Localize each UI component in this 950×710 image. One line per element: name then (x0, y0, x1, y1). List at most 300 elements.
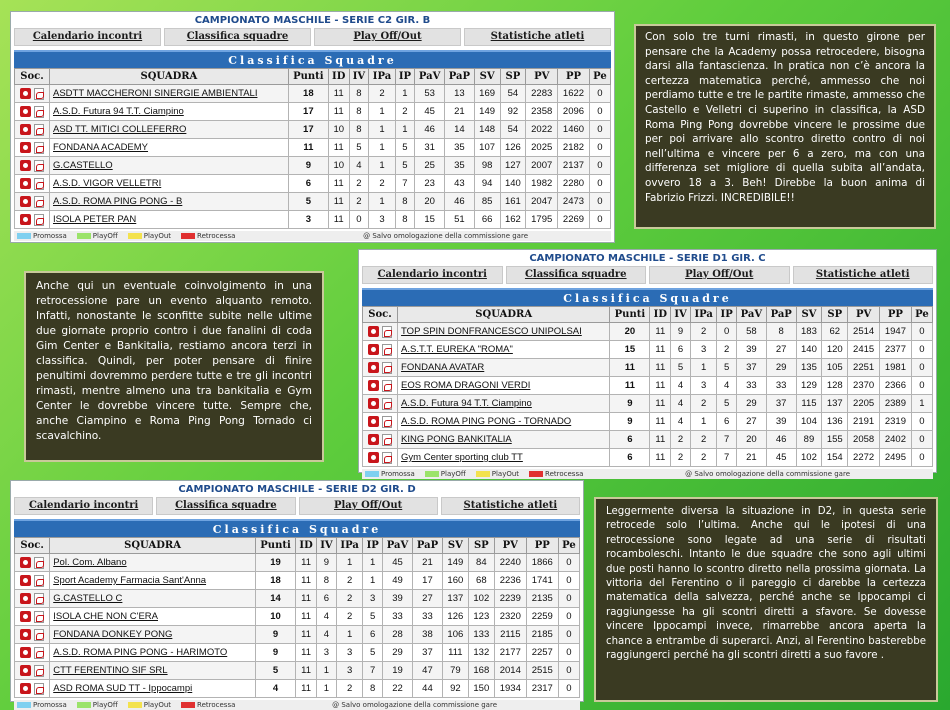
team-link[interactable]: FONDANA DONKEY PONG (50, 626, 256, 644)
team-link[interactable]: A.S.D. ROMA PING PONG - TORNADO (398, 413, 610, 431)
stat-cell: 140 (796, 341, 822, 359)
pdf-icon[interactable] (34, 683, 44, 695)
tab-calendario[interactable]: Calendario incontri (14, 28, 161, 46)
stat-cell: 10 (328, 121, 349, 139)
table-row (363, 341, 933, 359)
pdf-icon[interactable] (34, 611, 44, 623)
stat-cell: 105 (822, 359, 848, 377)
points-cell: 11 (288, 139, 328, 157)
stat-cell: 11 (296, 644, 317, 662)
stat-cell: 4 (349, 157, 369, 175)
legend-swatch (181, 233, 195, 239)
legend-label: Retrocessa (545, 470, 584, 478)
column-header: IP (395, 69, 414, 85)
legend-label: Retrocessa (197, 701, 236, 709)
stat-cell: 5 (717, 395, 736, 413)
stat-cell: 1 (317, 662, 337, 680)
pdf-icon[interactable] (34, 575, 44, 587)
stat-cell: 4 (317, 608, 337, 626)
table-row (363, 377, 933, 395)
stat-cell: 1 (369, 193, 395, 211)
stat-cell: 135 (796, 359, 822, 377)
team-link[interactable]: ASD TT. MITICI COLLEFERRO (50, 121, 289, 139)
stat-cell: 29 (736, 395, 766, 413)
stat-cell: 136 (822, 413, 848, 431)
club-logo-icon[interactable] (20, 647, 31, 658)
column-header: Soc. (15, 538, 50, 554)
team-link[interactable]: ISOLA CHE NON C'ERA (50, 608, 256, 626)
tab-playoff[interactable]: Play Off/Out (314, 28, 461, 46)
club-logo-icon[interactable] (368, 416, 379, 427)
pdf-icon[interactable] (34, 142, 44, 154)
panel-title: CAMPIONATO MASCHILE - SERIE C2 GIR. B (194, 15, 431, 26)
team-link[interactable]: ISOLA PETER PAN (50, 211, 289, 229)
stat-cell: 3 (317, 644, 337, 662)
stat-cell: 6 (363, 626, 383, 644)
stat-cell: 2259 (526, 608, 558, 626)
table-row (363, 323, 933, 341)
team-link[interactable]: A.S.D. VIGOR VELLETRI (50, 175, 289, 193)
stat-cell: 27 (766, 341, 796, 359)
column-header: SQUADRA (398, 307, 610, 323)
club-logo-icon[interactable] (20, 142, 31, 153)
pdf-icon[interactable] (34, 88, 44, 100)
stat-cell: 2 (690, 449, 716, 467)
tab-calendario[interactable]: Calendario incontri (362, 266, 503, 284)
team-link[interactable]: Pol. Com. Albano (50, 554, 256, 572)
stat-cell: 4 (671, 377, 691, 395)
stat-cell: 2025 (526, 139, 558, 157)
stat-cell: 1 (363, 572, 383, 590)
stat-cell: 2 (717, 341, 736, 359)
stat-cell: 7 (363, 662, 383, 680)
stat-cell: 1947 (880, 323, 912, 341)
club-logo-icon[interactable] (20, 178, 31, 189)
tab-classifica[interactable]: Classifica squadre (164, 28, 311, 46)
stat-cell: 2 (336, 590, 363, 608)
stat-cell: 2 (369, 175, 395, 193)
stat-cell: 2257 (526, 644, 558, 662)
table-row (15, 590, 580, 608)
table-band-title: Classifica Squadre (362, 288, 933, 306)
pdf-icon[interactable] (34, 196, 44, 208)
stat-cell: 126 (500, 139, 526, 157)
column-header: SP (468, 538, 494, 554)
stat-cell: 21 (445, 103, 475, 121)
stat-cell: 2 (395, 103, 414, 121)
stat-cell: 11 (650, 413, 671, 431)
stat-cell: 1 (317, 680, 337, 698)
stat-cell: 4 (317, 626, 337, 644)
legend-note: @ Salvo omologazione della commissione gare (332, 701, 497, 709)
stat-cell: 168 (468, 662, 494, 680)
soc-icons (15, 157, 50, 175)
legend-swatch (77, 233, 91, 239)
soc-icons (15, 572, 50, 590)
stat-cell: 1795 (526, 211, 558, 229)
stat-cell: 7 (395, 175, 414, 193)
stat-cell: 22 (382, 680, 412, 698)
stat-cell: 1 (369, 157, 395, 175)
legend-item (17, 701, 67, 709)
pdf-icon[interactable] (34, 665, 44, 677)
stat-cell: 2 (336, 680, 363, 698)
column-header: PP (880, 307, 912, 323)
soc-icons (363, 341, 398, 359)
stat-cell: 11 (650, 431, 671, 449)
team-link[interactable]: FONDANA AVATAR (398, 359, 610, 377)
pdf-icon[interactable] (382, 434, 392, 446)
stat-cell: 11 (328, 193, 349, 211)
legend-label: Retrocessa (197, 232, 236, 240)
pdf-icon[interactable] (34, 557, 44, 569)
stat-cell: 46 (766, 431, 796, 449)
points-cell: 4 (255, 680, 295, 698)
tab-statistiche[interactable]: Statistiche atleti (464, 28, 611, 46)
team-link[interactable]: Gym Center sporting club TT (398, 449, 610, 467)
stat-cell: 1622 (558, 85, 590, 103)
stat-cell: 2473 (558, 193, 590, 211)
pdf-icon[interactable] (382, 326, 392, 338)
column-header: PaP (445, 69, 475, 85)
stat-cell: 2236 (494, 572, 526, 590)
stat-cell: 6 (317, 590, 337, 608)
stat-cell: 6 (717, 413, 736, 431)
stat-cell: 2007 (526, 157, 558, 175)
stat-cell: 33 (413, 608, 443, 626)
team-link[interactable]: A.S.D. Futura 94 T.T. Ciampino (50, 103, 289, 121)
legend-label: PlayOut (143, 232, 172, 240)
stat-cell: 2280 (558, 175, 590, 193)
stat-cell: 8 (349, 103, 369, 121)
pdf-icon[interactable] (34, 178, 44, 190)
club-logo-icon[interactable] (20, 593, 31, 604)
points-cell: 5 (255, 662, 295, 680)
stat-cell: 0 (558, 590, 579, 608)
stat-cell: 169 (474, 85, 500, 103)
stat-cell: 39 (766, 413, 796, 431)
points-cell: 11 (610, 377, 650, 395)
stat-cell: 1 (336, 626, 363, 644)
legend-item (17, 232, 67, 240)
stat-cell: 25 (415, 157, 445, 175)
table-row (363, 431, 933, 449)
stat-cell: 0 (558, 662, 579, 680)
stat-cell: 54 (500, 85, 526, 103)
stat-cell: 37 (413, 644, 443, 662)
stat-cell: 162 (500, 211, 526, 229)
column-header: SP (822, 307, 848, 323)
club-logo-icon[interactable] (20, 160, 31, 171)
stat-cell: 3 (690, 341, 716, 359)
club-logo-icon[interactable] (368, 344, 379, 355)
legend-item (77, 701, 118, 709)
pdf-icon[interactable] (382, 416, 392, 428)
stat-cell: 7 (717, 431, 736, 449)
stat-cell: 11 (328, 175, 349, 193)
points-cell: 9 (255, 626, 295, 644)
team-link[interactable]: CTT FERENTINO SIF SRL (50, 662, 256, 680)
legend-swatch (529, 471, 543, 477)
stat-cell: 123 (468, 608, 494, 626)
club-logo-icon[interactable] (368, 380, 379, 391)
team-link[interactable]: G.CASTELLO C (50, 590, 256, 608)
stat-cell: 94 (474, 175, 500, 193)
stat-cell: 126 (442, 608, 468, 626)
stat-cell: 11 (296, 590, 317, 608)
points-cell: 18 (255, 572, 295, 590)
tab-playoff[interactable]: Play Off/Out (649, 266, 790, 284)
legend-item (529, 470, 583, 478)
stat-cell: 0 (589, 121, 610, 139)
pdf-icon[interactable] (382, 362, 392, 374)
team-link[interactable]: KING PONG BANKITALIA (398, 431, 610, 449)
column-header: SV (474, 69, 500, 85)
legend (14, 700, 580, 710)
team-link[interactable]: ASD ROMA SUD TT - Ippocampi (50, 680, 256, 698)
legend (14, 231, 611, 241)
table-row (15, 644, 580, 662)
column-header: Soc. (15, 69, 50, 85)
soc-icons (363, 449, 398, 467)
stat-cell: 2047 (526, 193, 558, 211)
stat-cell: 21 (413, 554, 443, 572)
club-logo-icon[interactable] (20, 629, 31, 640)
stat-cell: 11 (328, 211, 349, 229)
soc-icons (15, 680, 50, 698)
pdf-icon[interactable] (382, 344, 392, 356)
team-link[interactable]: A.S.T.T. EUREKA "ROMA" (398, 341, 610, 359)
team-link[interactable]: A.S.D. ROMA PING PONG - B (50, 193, 289, 211)
legend-swatch (17, 233, 31, 239)
stat-cell: 2185 (526, 626, 558, 644)
column-header: Punti (610, 307, 650, 323)
club-logo-icon[interactable] (20, 106, 31, 117)
column-header: SQUADRA (50, 538, 256, 554)
stat-cell: 58 (736, 323, 766, 341)
club-logo-icon[interactable] (368, 452, 379, 463)
points-cell: 9 (610, 413, 650, 431)
legend-swatch (128, 233, 142, 239)
stat-cell: 1 (369, 139, 395, 157)
club-logo-icon[interactable] (20, 683, 31, 694)
tab-statistiche[interactable]: Statistiche atleti (793, 266, 934, 284)
stat-cell: 92 (500, 103, 526, 121)
pdf-icon[interactable] (34, 629, 44, 641)
standings-panel-c2 (10, 11, 615, 243)
club-logo-icon[interactable] (20, 665, 31, 676)
stat-cell: 104 (796, 413, 822, 431)
tab-playoff[interactable]: Play Off/Out (299, 497, 438, 515)
panel-nav (11, 497, 583, 515)
panel-title: CAMPIONATO MASCHILE - SERIE D1 GIR. C (529, 253, 766, 264)
legend-swatch (476, 471, 490, 477)
stat-cell: 33 (736, 377, 766, 395)
stat-cell: 11 (296, 608, 317, 626)
stat-cell: 15 (415, 211, 445, 229)
club-logo-icon[interactable] (368, 434, 379, 445)
stat-cell: 11 (650, 395, 671, 413)
pdf-icon[interactable] (382, 452, 392, 464)
stat-cell: 0 (558, 554, 579, 572)
column-header: IPa (690, 307, 716, 323)
commentary-box-c2: Con solo tre turni rimasti, in questo girone per pensare che la Academy possa retrocedere, bisogna darsi alla fantascienza. In pratica non c’è ancora la certezza matematica perché, ammesso che noi perdiamo tutte e tre le partite rimaste, ammesso che Castello e Velletri ci superino in classifica, la ASD Roma Ping Pong dovrebbe vincere le prossime due per poi arrivare allo scontro diretto contro di noi nell’ultima e vincere per 6 a zero, ma con una differenza set migliore di quella subita all’andata, ovvero 18 a 3. Beh! Direbbe la buon anima di Fabrizio Frizzi. INCREDIBILE!! (634, 24, 936, 229)
stat-cell: 45 (415, 103, 445, 121)
club-logo-icon[interactable] (20, 557, 31, 568)
column-header: SV (442, 538, 468, 554)
table-row (363, 413, 933, 431)
stat-cell: 92 (442, 680, 468, 698)
pdf-icon[interactable] (34, 593, 44, 605)
legend-label: Promossa (33, 701, 67, 709)
column-header: SP (500, 69, 526, 85)
stat-cell: 28 (382, 626, 412, 644)
stat-cell: 0 (911, 341, 932, 359)
stat-cell: 33 (382, 608, 412, 626)
stat-cell: 29 (766, 359, 796, 377)
stat-cell: 11 (650, 359, 671, 377)
column-header: IV (317, 538, 337, 554)
team-link[interactable]: ASDTT MACCHERONI SINERGIE AMBIENTALI (50, 85, 289, 103)
tab-classifica[interactable]: Classifica squadre (506, 266, 647, 284)
panel-nav (11, 28, 614, 46)
stat-cell: 33 (766, 377, 796, 395)
column-header: PaP (413, 538, 443, 554)
stat-cell: 10 (328, 157, 349, 175)
club-logo-icon[interactable] (20, 575, 31, 586)
pdf-icon[interactable] (34, 160, 44, 172)
club-logo-icon[interactable] (368, 398, 379, 409)
stat-cell: 31 (415, 139, 445, 157)
team-link[interactable]: Sport Academy Farmacia Sant'Anna (50, 572, 256, 590)
tab-classifica[interactable]: Classifica squadre (156, 497, 295, 515)
stat-cell: 84 (468, 554, 494, 572)
table-row (15, 608, 580, 626)
team-link[interactable]: TOP SPIN DONFRANCESCO UNIPOLSAI (398, 323, 610, 341)
column-header: PV (848, 307, 880, 323)
table-row (15, 103, 611, 121)
table-row (15, 211, 611, 229)
standings-table (362, 306, 933, 467)
table-row (15, 554, 580, 572)
club-logo-icon[interactable] (20, 196, 31, 207)
stat-cell: 49 (382, 572, 412, 590)
table-row (15, 680, 580, 698)
stat-cell: 13 (445, 85, 475, 103)
stat-cell: 102 (468, 590, 494, 608)
soc-icons (15, 662, 50, 680)
pdf-icon[interactable] (34, 106, 44, 118)
pdf-icon[interactable] (34, 124, 44, 136)
stat-cell: 11 (650, 323, 671, 341)
table-row (15, 175, 611, 193)
stat-cell: 148 (474, 121, 500, 139)
table-row (15, 157, 611, 175)
stat-cell: 1 (395, 85, 414, 103)
legend-label: PlayOut (491, 470, 520, 478)
stat-cell: 11 (328, 85, 349, 103)
stat-cell: 62 (822, 323, 848, 341)
points-cell: 9 (288, 157, 328, 175)
stat-cell: 1741 (526, 572, 558, 590)
legend-item (128, 701, 171, 709)
stat-cell: 0 (589, 139, 610, 157)
stat-cell: 89 (796, 431, 822, 449)
standings-table (14, 68, 611, 229)
club-logo-icon[interactable] (368, 362, 379, 373)
club-logo-icon[interactable] (20, 88, 31, 99)
tab-statistiche[interactable]: Statistiche atleti (441, 497, 580, 515)
pdf-icon[interactable] (382, 380, 392, 392)
stat-cell: 1 (395, 121, 414, 139)
pdf-icon[interactable] (34, 214, 44, 226)
stat-cell: 35 (445, 157, 475, 175)
stat-cell: 2269 (558, 211, 590, 229)
legend-label: PlayOff (92, 701, 118, 709)
stat-cell: 2 (671, 449, 691, 467)
stat-cell: 11 (296, 662, 317, 680)
team-link[interactable]: FONDANA ACADEMY (50, 139, 289, 157)
stat-cell: 38 (413, 626, 443, 644)
club-logo-icon[interactable] (368, 326, 379, 337)
table-row (363, 395, 933, 413)
stat-cell: 2 (690, 431, 716, 449)
stat-cell: 11 (650, 377, 671, 395)
team-link[interactable]: EOS ROMA DRAGONI VERDI (398, 377, 610, 395)
club-logo-icon[interactable] (20, 214, 31, 225)
stat-cell: 132 (468, 644, 494, 662)
soc-icons (15, 193, 50, 211)
stat-cell: 20 (415, 193, 445, 211)
pdf-icon[interactable] (382, 398, 392, 410)
soc-icons (363, 413, 398, 431)
table-row (363, 449, 933, 467)
team-link[interactable]: G.CASTELLO (50, 157, 289, 175)
stat-cell: 0 (589, 193, 610, 211)
team-link[interactable]: A.S.D. Futura 94 T.T. Ciampino (398, 395, 610, 413)
column-header: SQUADRA (50, 69, 289, 85)
stat-cell: 27 (413, 590, 443, 608)
stat-cell: 1 (369, 103, 395, 121)
legend-note: @ Salvo omologazione della commissione gare (685, 470, 850, 478)
table-row (15, 139, 611, 157)
legend-item (365, 470, 415, 478)
stat-cell: 1 (369, 121, 395, 139)
stat-cell: 5 (395, 157, 414, 175)
stat-cell: 0 (589, 211, 610, 229)
stat-cell: 39 (736, 341, 766, 359)
stat-cell: 155 (822, 431, 848, 449)
club-logo-icon[interactable] (20, 611, 31, 622)
team-link[interactable]: A.S.D. ROMA PING PONG - HARIMOTO (50, 644, 256, 662)
stat-cell: 107 (474, 139, 500, 157)
club-logo-icon[interactable] (20, 124, 31, 135)
stat-cell: 2514 (848, 323, 880, 341)
soc-icons (15, 211, 50, 229)
stat-cell: 133 (468, 626, 494, 644)
stat-cell: 8 (317, 572, 337, 590)
column-header: IV (671, 307, 691, 323)
stat-cell: 37 (766, 395, 796, 413)
tab-calendario[interactable]: Calendario incontri (14, 497, 153, 515)
soc-icons (15, 644, 50, 662)
stat-cell: 2135 (526, 590, 558, 608)
column-header: PaV (736, 307, 766, 323)
stat-cell: 2 (369, 85, 395, 103)
points-cell: 5 (288, 193, 328, 211)
pdf-icon[interactable] (34, 647, 44, 659)
points-cell: 10 (255, 608, 295, 626)
